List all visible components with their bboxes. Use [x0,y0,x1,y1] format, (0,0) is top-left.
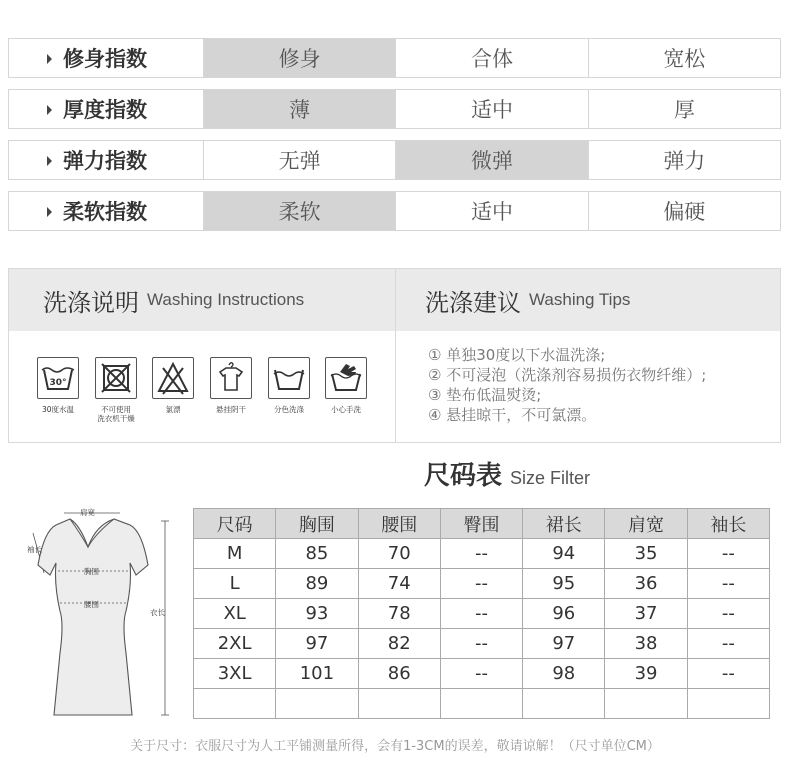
hang-dry-icon [210,357,252,399]
size-table-cell: 36 [605,569,687,599]
size-table-cell: -- [440,629,522,659]
fit-index-option-selected: 柔软 [203,192,395,230]
washing-instructions-title [43,269,304,331]
size-table-cell: -- [687,629,769,659]
svg-text:30°: 30° [49,378,67,388]
size-table-cell: 94 [523,539,605,569]
size-table-cell: 38 [605,629,687,659]
size-table-row [194,629,770,659]
size-table-cell: -- [440,599,522,629]
triangle-right-icon [47,105,52,115]
size-table-cell: L [194,569,276,599]
size-table-cell: 97 [523,629,605,659]
fit-index-option: 偏硬 [588,192,780,230]
fit-index-option: 无弹 [203,141,395,179]
size-table-cell: -- [687,539,769,569]
fit-index-option-selected: 薄 [203,90,395,128]
fit-index-option: 弹力 [588,141,780,179]
size-table-cell: -- [440,539,522,569]
fit-index-label-text: 修身指数 [63,47,147,71]
size-table-cell: 89 [276,569,358,599]
size-table-cell: 95 [523,569,605,599]
icon-caption-separate-wash: 分色洗涤 [274,405,304,414]
icon-caption-no-bleach: 氯漂 [165,405,181,414]
size-table-cell: 70 [358,539,440,569]
size-table-cell: XL [194,599,276,629]
size-table-cell [605,689,687,719]
size-table-row [194,689,770,719]
icon-caption-no-tumble-dry: 不可使用 洗衣机干燥 [97,405,135,423]
size-table [193,508,770,719]
washing-tip: ② 不可浸泡（洗涤剂容易损伤衣物纤维）; [428,366,707,384]
size-table-row [194,659,770,689]
size-chart-title-en: Size Filter [510,468,591,488]
size-column-header: 裙长 [523,509,605,539]
wash-30-icon [37,357,79,399]
waist-label: 腰围 [84,600,99,609]
triangle-right-icon [47,54,52,64]
size-table-cell [440,689,522,719]
size-column-header: 尺码 [194,509,276,539]
size-table-cell: 37 [605,599,687,629]
washing-tip: ④ 悬挂晾干，不可氯漂。 [428,406,597,424]
size-table-cell: 97 [276,629,358,659]
fit-index-label [9,141,203,179]
icon-caption-wash-30: 30度水温 [41,405,75,414]
no-tumble-dry-icon [95,357,137,399]
size-table-cell [276,689,358,719]
triangle-right-icon [47,207,52,217]
fit-index-row [8,140,781,180]
washing-section [8,268,781,443]
size-table-header [194,509,770,539]
size-table-cell [687,689,769,719]
size-table-cell [358,689,440,719]
tips-title-zh: 洗涤建议 [425,288,521,317]
size-table-cell: 101 [276,659,358,689]
fit-index-option: 厚 [588,90,780,128]
size-table-cell: 2XL [194,629,276,659]
washing-tip: ③ 垫布低温熨烫; [428,386,542,404]
size-table-cell: 74 [358,569,440,599]
washing-divider [395,269,396,442]
no-bleach-icon [152,357,194,399]
size-table-row [194,539,770,569]
fit-index-row [8,89,781,129]
fit-index-label-text: 柔软指数 [63,200,147,224]
fit-index-label-text: 厚度指数 [63,98,147,122]
washing-tips-title [425,269,630,331]
size-table-cell: 93 [276,599,358,629]
separate-wash-icon [268,357,310,399]
size-table-cell: -- [687,659,769,689]
size-disclaimer: 关于尺寸：衣服尺寸为人工平铺测量所得，会有1-3CM的误差，敬请谅解！（尺寸单位CM） [130,739,660,754]
size-chart-title-zh: 尺码表 [424,461,503,491]
tips-title-en: Washing Tips [529,290,631,309]
length-label: 衣长 [150,608,165,617]
size-column-header: 胸围 [276,509,358,539]
size-table-cell: 85 [276,539,358,569]
size-column-header: 袖长 [687,509,769,539]
washing-title-en: Washing Instructions [147,290,305,309]
size-table-cell: 35 [605,539,687,569]
size-table-cell: 98 [523,659,605,689]
fit-index-label [9,192,203,230]
size-table-cell: -- [440,659,522,689]
size-table-cell: 3XL [194,659,276,689]
size-table-cell: 78 [358,599,440,629]
size-table-cell: 39 [605,659,687,689]
fit-index-option: 适中 [395,90,587,128]
fit-index-option: 适中 [395,192,587,230]
fit-index-label [9,39,203,77]
size-table-cell: M [194,539,276,569]
fit-index-label-text: 弹力指数 [63,149,147,173]
washing-tip: ① 单独30度以下水温洗涤; [428,346,606,364]
hand-wash-icon [325,357,367,399]
fit-index-option-selected: 微弹 [395,141,587,179]
fit-index-option: 宽松 [588,39,780,77]
chest-label: 胸围 [84,567,99,576]
washing-tips-list [428,345,706,425]
size-table-cell: 86 [358,659,440,689]
size-table-cell: 96 [523,599,605,629]
fit-index-row [8,191,781,231]
fit-index-option-selected: 修身 [203,39,395,77]
size-table-cell [523,689,605,719]
size-table-cell: -- [687,599,769,629]
fit-index-label [9,90,203,128]
size-column-header: 肩宽 [605,509,687,539]
shoulder-label: 肩宽 [80,508,95,517]
icon-caption-hand-wash: 小心手洗 [331,405,361,414]
sleeve-label: 袖长 [27,545,42,554]
icon-caption-hang-dry: 悬挂阴干 [216,405,246,414]
size-table-cell: 82 [358,629,440,659]
size-table-cell: -- [687,569,769,599]
size-table-row [194,599,770,629]
size-table-cell [194,689,276,719]
size-column-header: 臀围 [440,509,522,539]
size-column-header: 腰围 [358,509,440,539]
fit-index-option: 合体 [395,39,587,77]
triangle-right-icon [47,156,52,166]
washing-title-zh: 洗涤说明 [43,288,139,317]
fit-index-row [8,38,781,78]
size-table-row [194,569,770,599]
size-table-cell: -- [440,569,522,599]
size-chart-title [424,455,590,492]
